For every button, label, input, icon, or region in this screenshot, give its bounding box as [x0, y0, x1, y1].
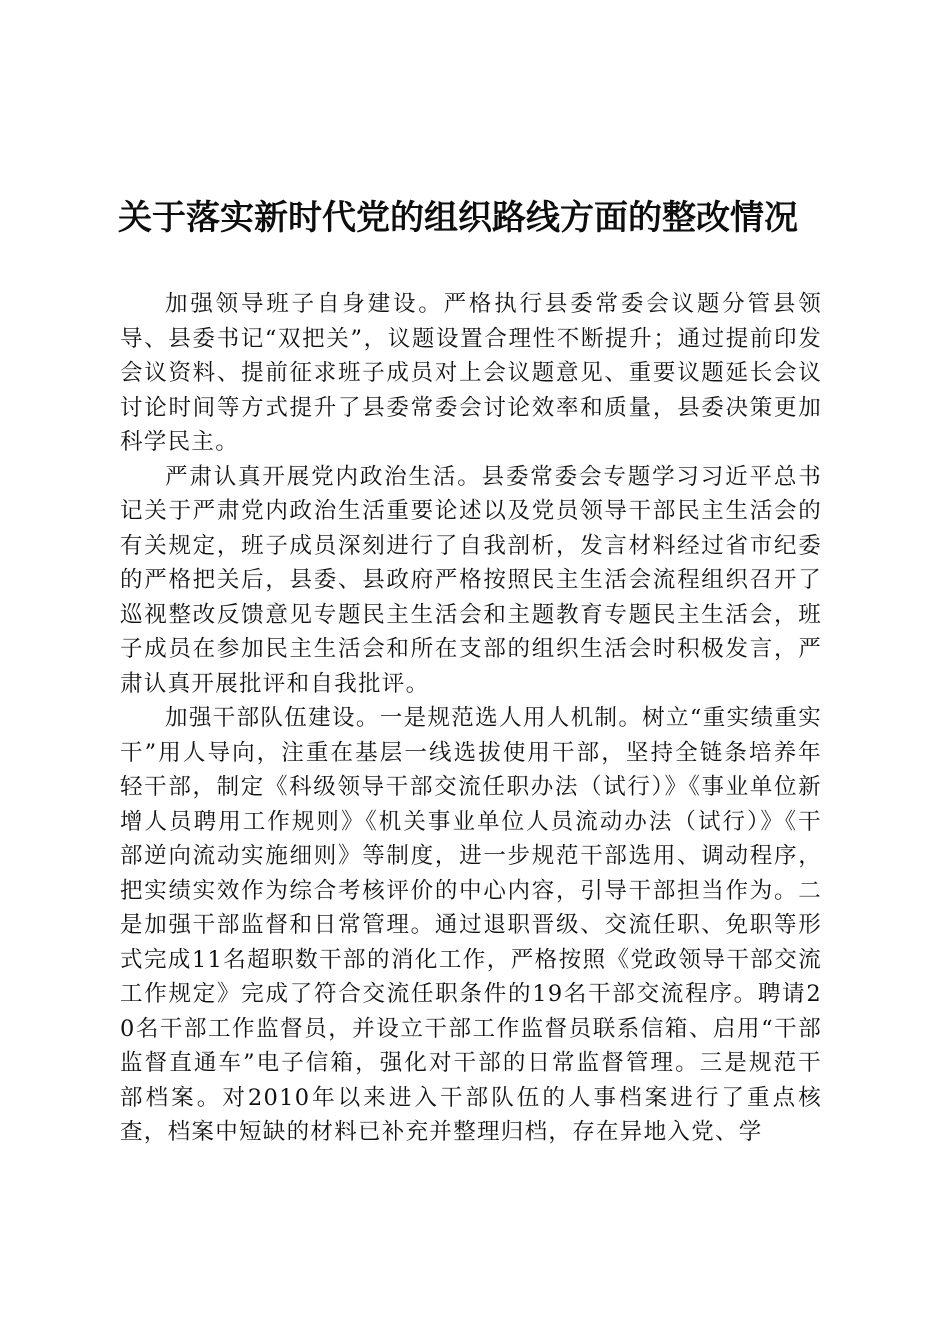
- document-title: 关于落实新时代党的组织路线方面的整改情况: [118, 198, 798, 238]
- document-body: [120, 287, 822, 1150]
- paragraph-political-life: 严肃认真开展党内政治生活。县委常委会专题学习习近平总书记关于严肃党内政治生活重要论述以及党员领导干部民主生活会的有关规定，班子成员深刻进行了自我剖析，发言材料经过省市纪委的严格把关后，县委、县政府严格按照民主生活会流程组织召开了巡视整改反馈意见专题民主生活会和主题教育专题民主生活会，班子成员在参加民主生活会和所在支部的组织生活会时积极发言，严肃认真开展批评和自我批评。: [120, 463, 822, 697]
- paragraph-leadership: 加强领导班子自身建设。严格执行县委常委会议题分管县领导、县委书记“双把关”，议题设置合理性不断提升；通过提前印发会议资料、提前征求班子成员对上会议题意见、重要议题延长会议讨论时间等方式提升了县委常委会讨论效率和质量，县委决策更加科学民主。: [120, 291, 822, 455]
- paragraph-cadre-team: 加强干部队伍建设。一是规范选人用人机制。树立“重实绩重实干”用人导向，注重在基层一线选拔使用干部，坚持全链条培养年轻干部，制定《科级领导干部交流任职办法（试行）》《事业单位新增人员聘用工作规则》《机关事业单位人员流动办法（试行）》《干部逆向流动实施细则》等制度，进一步规范干部选用、调动程序，把实绩实效作为综合考核评价的中心内容，引导干部担当作为。二是加强干部监督和日常管理。通过退职晋级、交流任职、免职等形式完成11名超职数干部的消化工作，严格按照《党政领导干部交流工作规定》完成了符合交流任职条件的19名干部交流程序。聘请20名干部工作监督员，并设立干部工作监督员联系信箱、启用“干部监督直通车”电子信箱，强化对干部的日常监督管理。三是规范干部档案。对2010年以来进入干部队伍的人事档案进行了重点核查，档案中短缺的材料已补充并整理归档，存在异地入党、学: [120, 705, 822, 1145]
